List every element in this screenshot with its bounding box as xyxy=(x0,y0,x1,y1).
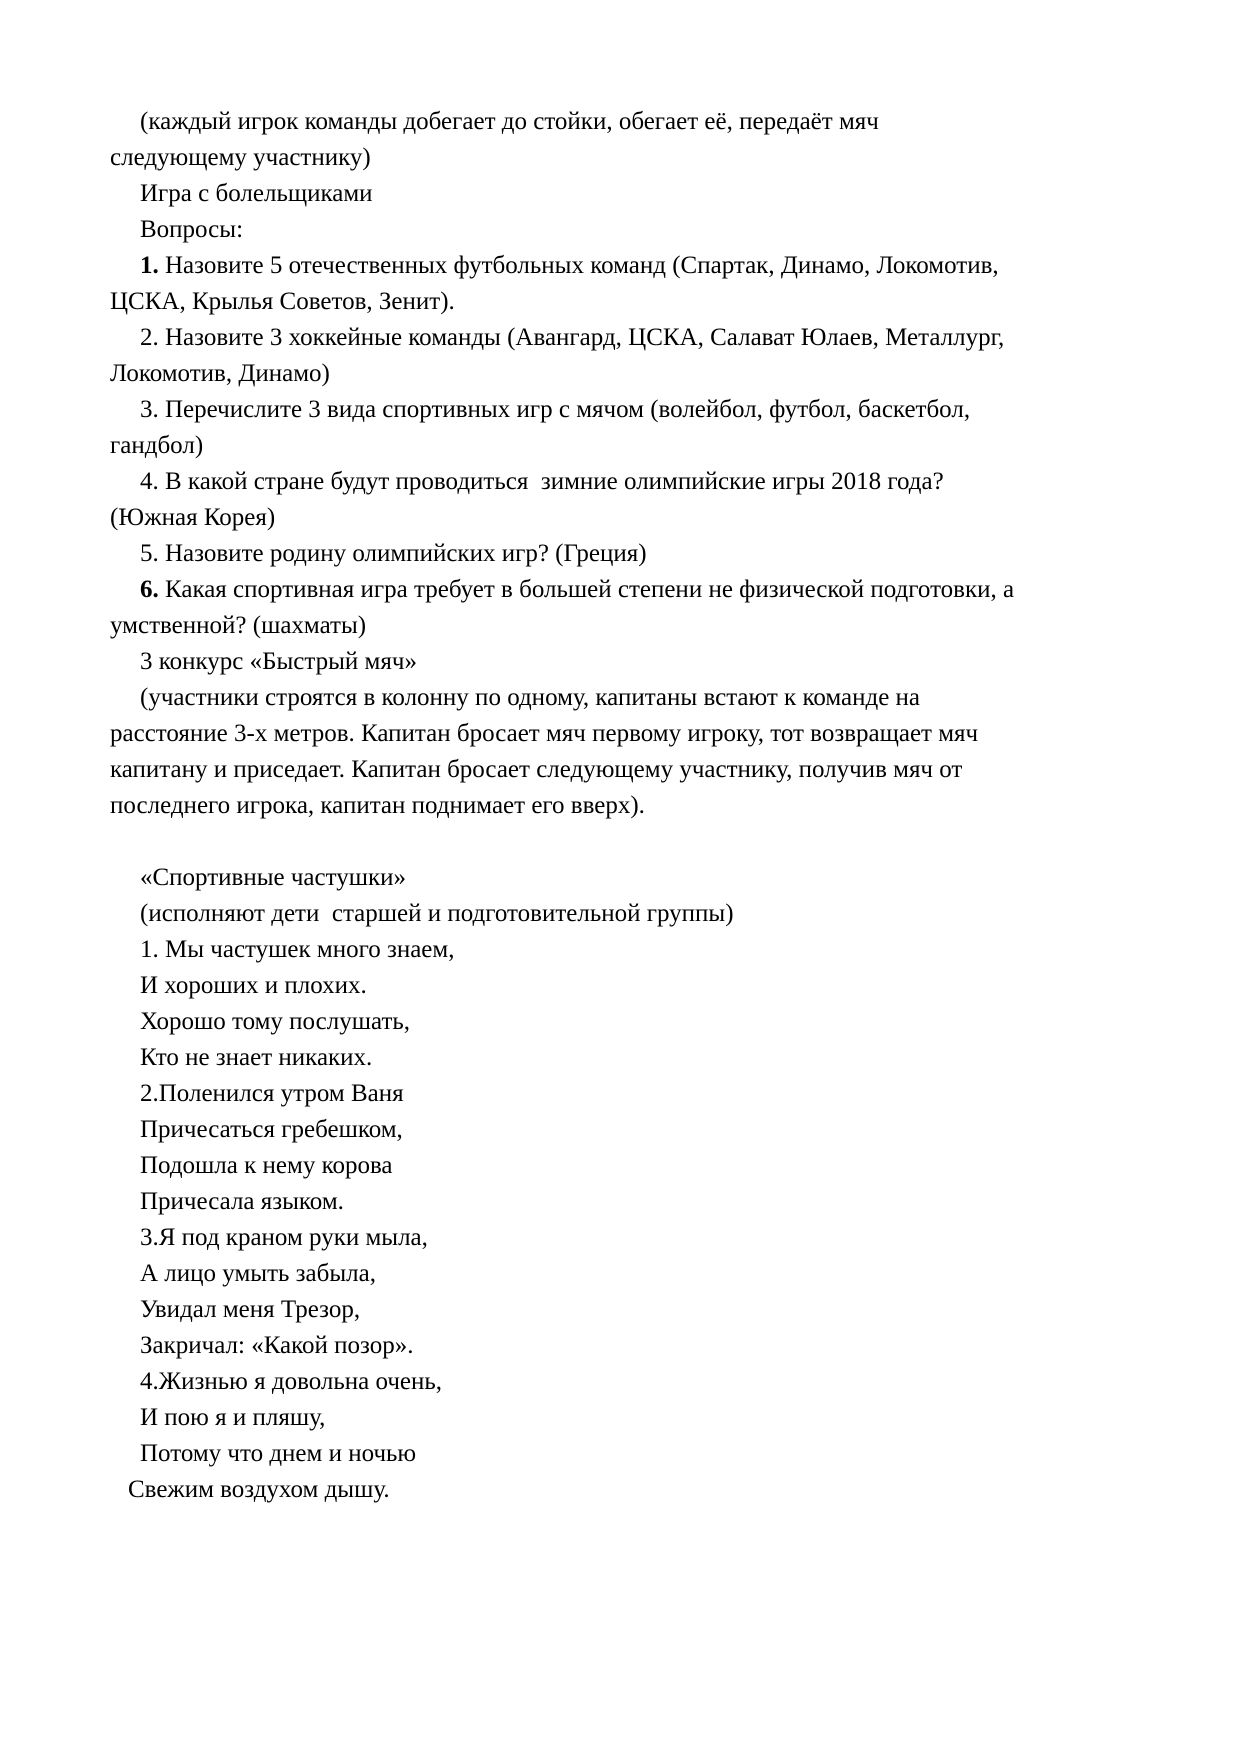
chastushka-2-line-1: 2.Поленился утром Ваня xyxy=(140,1080,404,1107)
chastushka-1-line-4: Кто не знает никаких. xyxy=(140,1044,373,1071)
chastushka-1-line-2: И хороших и плохих. xyxy=(140,972,367,999)
chastushka-3-line-1: 3.Я под краном руки мыла, xyxy=(140,1224,428,1251)
chastushka-3-line-3: Увидал меня Трезор, xyxy=(140,1296,361,1323)
chastushka-1-line-1: 1. Мы частушек много знаем, xyxy=(140,936,455,963)
question-3: 3. Перечислите 3 вида спортивных игр с мячом (волейбол, футбол, баскетбол, гандбол) xyxy=(110,396,977,459)
chastushka-4-line-1: 4.Жизнью я довольна очень, xyxy=(140,1368,443,1395)
chastushki-performers: (исполняют дети старшей и подготовительной группы) xyxy=(140,900,734,927)
chastushka-4-line-2: И пою я и пляшу, xyxy=(140,1404,326,1431)
fast-ball-note: (участники строятся в колонну по одному, капитаны встают к команде на расстояние 3-х метров. Капитан бросает мяч первому игроку, тот возвращает мяч капитану и приседает. Капитан бросает следующему участнику, получив мяч от последнего игрока, капитан поднимает его вверх). xyxy=(110,684,985,819)
chastushka-4-line-4: Свежим воздухом дышу. xyxy=(128,1476,390,1503)
document-content xyxy=(110,104,1021,1508)
chastushka-2-line-2: Причесаться гребешком, xyxy=(140,1116,403,1143)
chastushka-2-line-3: Подошла к нему корова xyxy=(140,1152,393,1179)
chastushka-2-line-4: Причесала языком. xyxy=(140,1188,344,1215)
questions-heading: Вопросы: xyxy=(140,216,244,243)
fans-game-line: Игра с болельщиками xyxy=(140,180,373,207)
contest-3-heading: 3 конкурс «Быстрый мяч» xyxy=(140,648,417,675)
question-4: 4. В какой стране будут проводиться зимние олимпийские игры 2018 года? (Южная Корея) xyxy=(110,468,950,531)
question-2: 2. Назовите 3 хоккейные команды (Авангард, ЦСКА, Салават Юлаев, Металлург, Локомотив, Динамо) xyxy=(110,324,1011,387)
question-6-text: Какая спортивная игра требует в большей степени не физической подготовки, а умственной? (шахматы) xyxy=(110,576,1021,639)
question-1 xyxy=(110,248,1015,320)
chastushki-heading: «Спортивные частушки» xyxy=(140,864,406,891)
chastushka-3-line-2: А лицо умыть забыла, xyxy=(140,1260,376,1287)
chastushka-1-line-3: Хорошо тому послушать, xyxy=(140,1008,411,1035)
chastushka-4-line-3: Потому что днем и ночью xyxy=(140,1440,417,1467)
question-6 xyxy=(110,572,1021,644)
question-1-text: Назовите 5 отечественных футбольных команд (Спартак, Динамо, Локомотив, ЦСКА, Крылья Советов, Зенит). xyxy=(110,252,1005,315)
question-1-number: 1. xyxy=(140,252,159,279)
relay-note: (каждый игрок команды добегает до стойки, обегает её, передаёт мяч следующему участнику) xyxy=(110,108,886,171)
chastushka-3-line-4: Закричал: «Какой позор». xyxy=(140,1332,414,1359)
question-6-number: 6. xyxy=(140,576,159,603)
question-5: 5. Назовите родину олимпийских игр? (Греция) xyxy=(140,540,647,567)
